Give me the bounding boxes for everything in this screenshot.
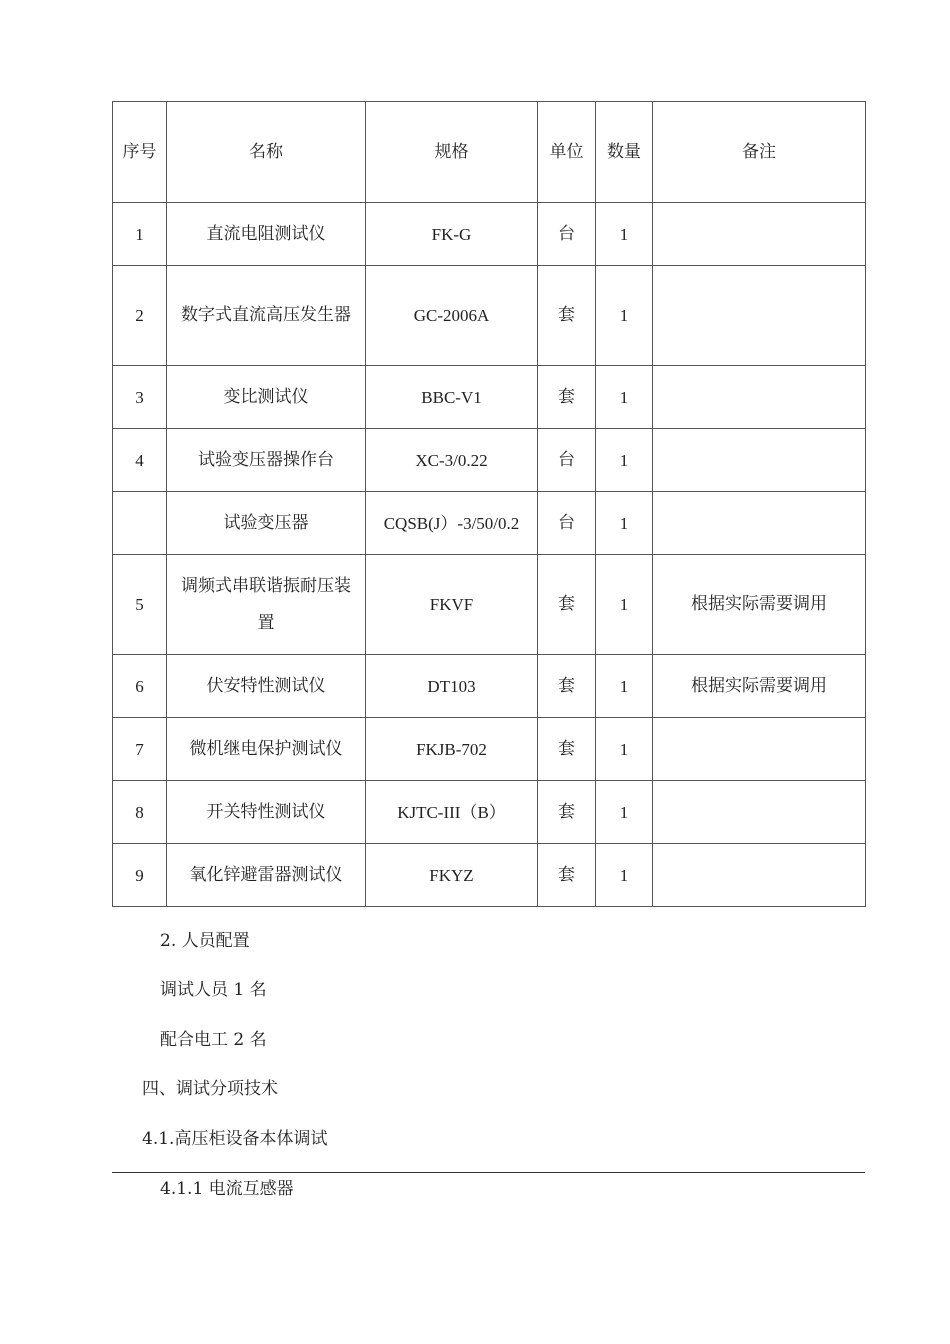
- cell-unit: 套: [538, 781, 596, 844]
- cell-name: 试验变压器: [167, 492, 366, 555]
- cell-name: 数字式直流高压发生器: [167, 266, 366, 366]
- cell-qty: 1: [596, 718, 653, 781]
- table-row: [113, 266, 866, 366]
- cell-name: 试验变压器操作台: [167, 429, 366, 492]
- header-cell-unit: 单位: [538, 102, 596, 203]
- cell-name: 调频式串联谐振耐压装置: [167, 555, 366, 655]
- subsection-heading: 4.1.高压柜设备本体调试: [142, 1129, 328, 1149]
- cell-note: [653, 429, 866, 492]
- cell-qty: 1: [596, 492, 653, 555]
- cell-note: [653, 366, 866, 429]
- staffing-heading: 2. 人员配置: [160, 931, 250, 951]
- cell-name: 直流电阻测试仪: [167, 203, 366, 266]
- cell-no: 7: [113, 718, 167, 781]
- header-cell-qty: 数量: [596, 102, 653, 203]
- cell-model: XC-3/0.22: [366, 429, 538, 492]
- cell-model: GC-2006A: [366, 266, 538, 366]
- cell-model: FK-G: [366, 203, 538, 266]
- cell-note: [653, 492, 866, 555]
- cell-no: 2: [113, 266, 167, 366]
- cell-name: 微机继电保护测试仪: [167, 718, 366, 781]
- cell-qty: 1: [596, 203, 653, 266]
- cell-no: 8: [113, 781, 167, 844]
- cell-qty: 1: [596, 429, 653, 492]
- section-heading: 四、调试分项技术: [142, 1079, 278, 1099]
- table-row: [113, 718, 866, 781]
- cell-note: 根据实际需要调用: [653, 655, 866, 718]
- table-row: [113, 203, 866, 266]
- header-cell-no: 序号: [113, 102, 167, 203]
- cell-qty: 1: [596, 655, 653, 718]
- cell-unit: 套: [538, 555, 596, 655]
- cell-name: 伏安特性测试仪: [167, 655, 366, 718]
- header-cell-model: 规格: [366, 102, 538, 203]
- cell-qty: 1: [596, 266, 653, 366]
- cell-model: FKJB-702: [366, 718, 538, 781]
- cell-model: BBC-V1: [366, 366, 538, 429]
- header-cell-name: 名称: [167, 102, 366, 203]
- cell-unit: 套: [538, 266, 596, 366]
- cell-unit: 套: [538, 844, 596, 907]
- table-row: [113, 781, 866, 844]
- cell-name: 氧化锌避雷器测试仪: [167, 844, 366, 907]
- cell-no: 3: [113, 366, 167, 429]
- cell-unit: 套: [538, 366, 596, 429]
- cell-no: 6: [113, 655, 167, 718]
- subsubsection-heading: 4.1.1 电流互感器: [160, 1179, 294, 1199]
- cell-qty: 1: [596, 844, 653, 907]
- cell-qty: 1: [596, 781, 653, 844]
- cell-no: 1: [113, 203, 167, 266]
- cell-unit: 套: [538, 655, 596, 718]
- cell-note: [653, 266, 866, 366]
- table-row: [113, 844, 866, 907]
- cell-no: 4: [113, 429, 167, 492]
- cell-unit: 台: [538, 492, 596, 555]
- table-row: [113, 366, 866, 429]
- cell-note: [653, 203, 866, 266]
- table-row: [113, 492, 866, 555]
- cell-model: KJTC-III（B）: [366, 781, 538, 844]
- cell-unit: 台: [538, 429, 596, 492]
- header-cell-note: 备注: [653, 102, 866, 203]
- staff-line-electricians: 配合电工 2 名: [160, 1030, 267, 1050]
- divider-line: [112, 1172, 865, 1173]
- cell-model: DT103: [366, 655, 538, 718]
- table-row: [113, 555, 866, 655]
- cell-unit: 台: [538, 203, 596, 266]
- equipment-table: [112, 101, 866, 907]
- staff-line-testers: 调试人员 1 名: [160, 980, 267, 1000]
- cell-unit: 套: [538, 718, 596, 781]
- cell-no: 5: [113, 555, 167, 655]
- cell-qty: 1: [596, 366, 653, 429]
- table-row: [113, 429, 866, 492]
- cell-note: [653, 844, 866, 907]
- cell-model: FKYZ: [366, 844, 538, 907]
- cell-no: 9: [113, 844, 167, 907]
- cell-model: FKVF: [366, 555, 538, 655]
- table-row: [113, 655, 866, 718]
- cell-model: CQSB(J）-3/50/0.2: [366, 492, 538, 555]
- cell-no: [113, 492, 167, 555]
- cell-name: 开关特性测试仪: [167, 781, 366, 844]
- cell-name: 变比测试仪: [167, 366, 366, 429]
- cell-note: [653, 718, 866, 781]
- table-header-row: [113, 102, 866, 203]
- cell-qty: 1: [596, 555, 653, 655]
- cell-note: 根据实际需要调用: [653, 555, 866, 655]
- cell-note: [653, 781, 866, 844]
